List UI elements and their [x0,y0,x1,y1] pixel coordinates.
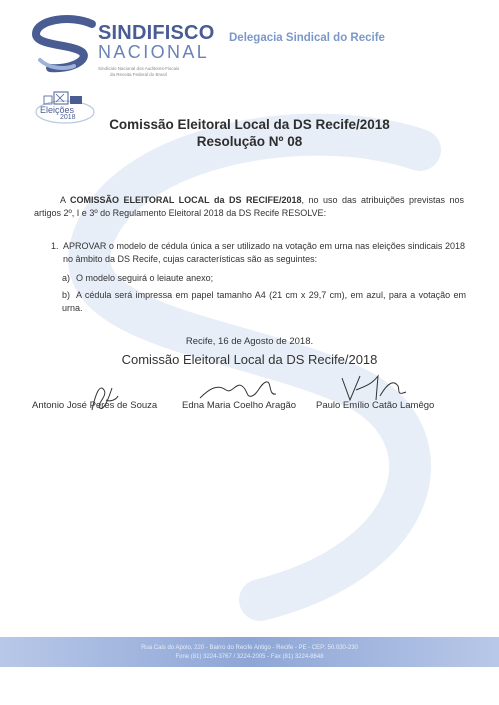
footer-phone: Fone (81) 3224-3767 / 3224-2005 - Fax (81) 3224-8648 [175,654,324,660]
document-title: Comissão Eleitoral Local da DS Recife/2018 [109,117,390,132]
sub-b-text: A cédula será impressa em papel tamanho A4 (21 cm x 29,7 cm), em azul, para a votação em urna. [62,290,466,313]
logo-tagline-2: da Receita Federal do Brasil [110,72,167,77]
item-number: 1. [51,241,59,251]
sub-a-label: a) [62,273,71,283]
sub-b-label: b) [62,290,71,300]
logo-tagline-1: Sindicato Nacional dos Auditores-Fiscais [98,66,180,71]
logo-swoosh-icon [30,14,100,74]
logo-title: SINDIFISCO [98,22,215,44]
intro-rest: , no uso das atribuições previstas nos artigos 2º, I e 3º do Regulamento Eleitoral 2018 da DS Recife RESOLVE: [34,195,464,218]
logo-subtitle: NACIONAL [98,42,210,62]
signatory-2: Edna Maria Coelho Aragão [182,400,297,411]
sub-a-text: O modelo seguirá o leiaute anexo; [76,273,214,283]
signatory-3: Paulo Emílio Catão Lamêgo [316,400,435,411]
intro-bold: COMISSÃO ELEITORAL LOCAL da DS RECIFE/2018 [70,195,302,205]
commission-name: Comissão Eleitoral Local da DS Recife/2018 [121,352,378,367]
sub-item-b [62,289,466,315]
sub-item-a [62,272,466,285]
delegacia-heading: Delegacia Sindical do Recife [229,32,385,44]
resolution-number: Resolução Nº 08 [196,134,303,149]
footer-address: Rua Cais do Apolo, 220 - Bairro do Recife Antigo - Recife - PE - CEP: 50.030-230 [141,645,358,651]
elections-year: 2018 [60,114,76,121]
sindifisco-logo [30,14,220,77]
elections-word: Eleições [40,105,75,115]
intro-lead: A [60,195,70,205]
signatory-1: Antonio José Peres de Souza [32,400,158,411]
resolution-item-1 [51,240,465,266]
document-date: Recife, 16 de Agosto de 2018. [185,336,314,347]
intro-paragraph [34,194,464,220]
item-text: APROVAR o modelo de cédula única a ser utilizado na votação em urna nas eleições sindicais 2018 no âmbito da DS Recife, cujas características são as seguintes: [63,241,465,264]
footer-band [0,637,499,667]
